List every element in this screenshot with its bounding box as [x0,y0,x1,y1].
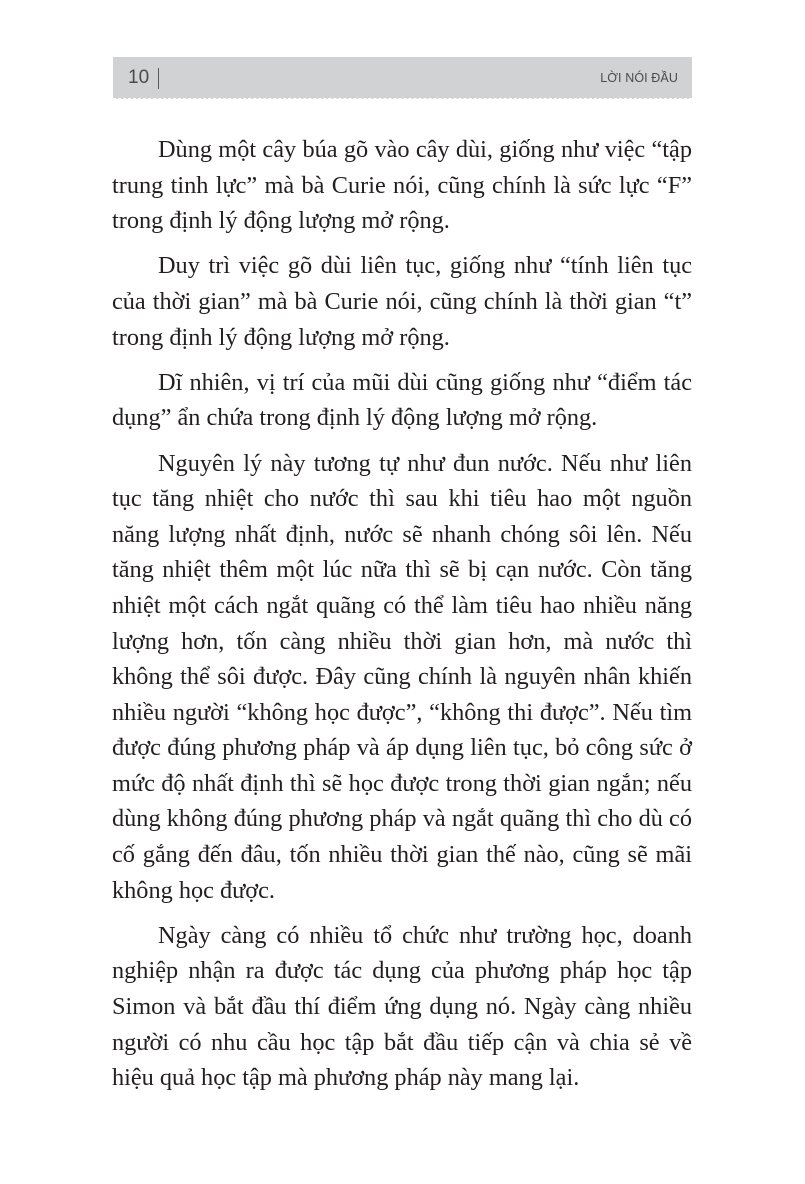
body-text [112,132,692,1105]
paragraph: Ngày càng có nhiều tổ chức như trường học, doanh nghiệp nhận ra được tác dụng của phương pháp học tập Simon và bắt đầu thí điểm ứng dụng nó. Ngày càng nhiều người có nhu cầu học tập bắt đầu tiếp cận và chia sẻ về hiệu quả học tập mà phương pháp này mang lại. [112,921,692,1092]
page-number: 10 [128,67,150,88]
running-header [113,57,692,99]
section-title: LỜI NÓI ĐẦU [600,71,678,85]
paragraph: Dĩ nhiên, vị trí của mũi dùi cũng giống như “điểm tác dụng” ẩn chứa trong định lý động lượng mở rộng. [112,368,692,432]
paragraph: Duy trì việc gõ dùi liên tục, giống như “tính liên tục của thời gian” mà bà Curie nói, cũng chính là thời gian “t” trong định lý động lượng mở rộng. [112,252,692,351]
paragraph: Dùng một cây búa gõ vào cây dùi, giống như việc “tập trung tinh lực” mà bà Curie nói, cũng chính là sức lực “F” trong định lý động lượng mở rộng. [112,136,692,235]
paragraph: Nguyên lý này tương tự như đun nước. Nếu như liên tục tăng nhiệt cho nước thì sau khi tiêu hao một nguồn năng lượng nhất định, nước sẽ nhanh chóng sôi lên. Nếu tăng nhiệt thêm một lúc nữa thì sẽ bị cạn nước. Còn tăng nhiệt một cách ngắt quãng có thể làm tiêu hao nhiều năng lượng hơn, tốn càng nhiều thời gian hơn, mà nước thì không thể sôi được. Đây cũng chính là nguyên nhân khiến nhiều người “không học được”, “không thi được”. Nếu tìm được đúng phương pháp và áp dụng liên tục, bỏ công sức ở mức độ nhất định thì sẽ học được trong thời gian ngắn; nếu dùng không đúng phương pháp và ngắt quãng thì cho dù có cố gắng đến đâu, tốn nhiều thời gian thế nào, cũng sẽ mãi không học được. [112,449,692,904]
header-divider [158,68,159,89]
